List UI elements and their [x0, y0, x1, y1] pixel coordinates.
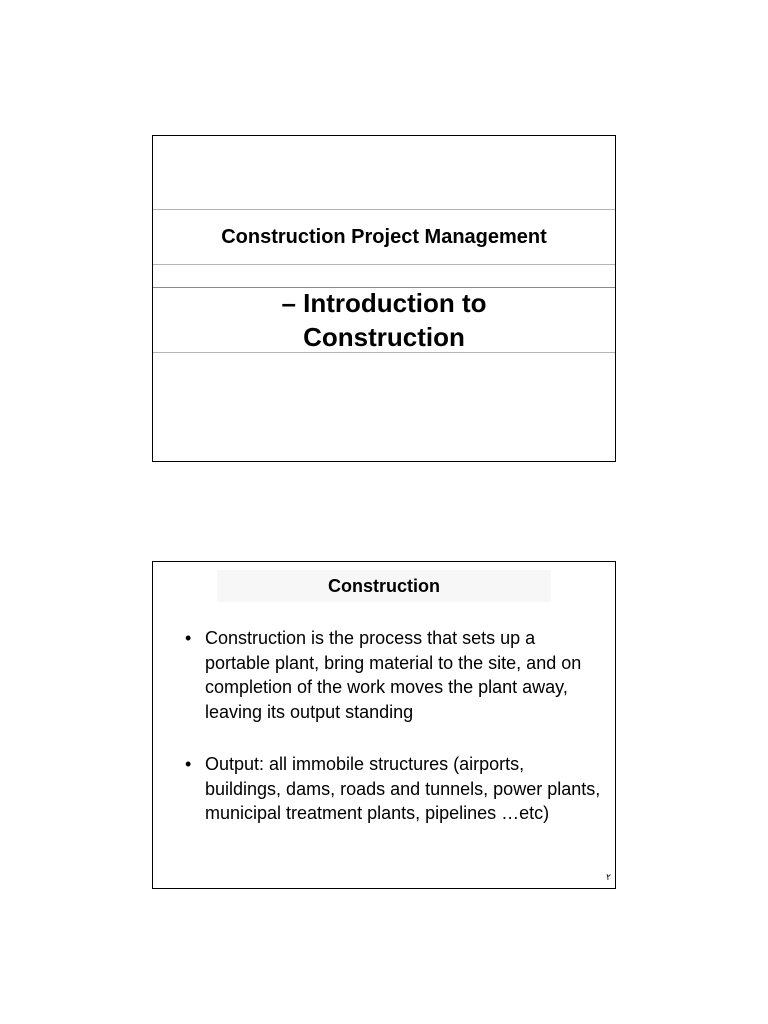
subtitle-text: – Introduction to Construction — [281, 288, 487, 352]
list-item — [183, 626, 603, 724]
slide-heading: Construction — [217, 570, 551, 602]
bullet-icon: • — [185, 754, 192, 774]
bullet-text: Output: all immobile structures (airports, buildings, dams, roads and tunnels, power plants, municipal treatment plants, pipelines …etc) — [205, 754, 601, 823]
divider-line — [153, 352, 615, 353]
bullet-text: Construction is the process that sets up a portable plant, bring material to the site, and on completion of the work moves the plant away, leaving its output standing — [205, 628, 582, 722]
list-item — [183, 752, 603, 826]
title-slide — [152, 135, 616, 462]
slide-subtitle — [153, 288, 615, 352]
page-number: ٢ — [606, 872, 611, 882]
content-slide — [152, 561, 616, 889]
slide-title: Construction Project Management — [221, 226, 547, 248]
divider-line — [153, 264, 615, 265]
bullet-list — [183, 626, 603, 854]
bullet-icon: • — [185, 628, 192, 648]
